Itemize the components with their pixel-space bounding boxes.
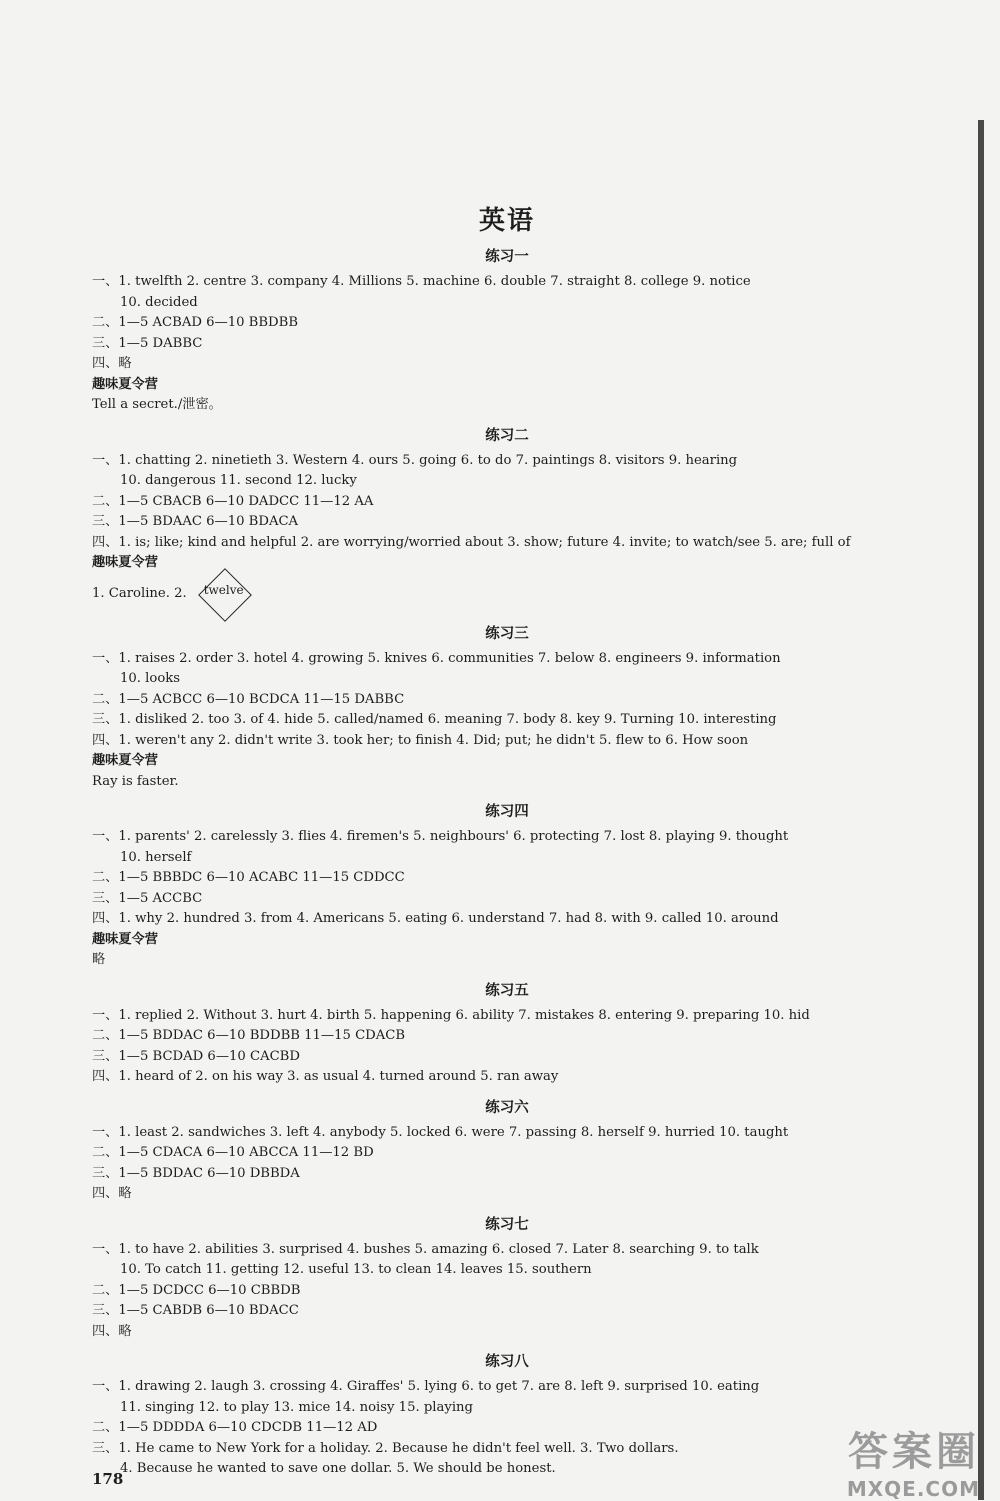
answer-line: 10. dangerous 11. second 12. lucky	[120, 473, 357, 488]
exercise-section	[92, 800, 922, 971]
fun-camp-answer: Tell a secret./泄密。	[92, 397, 222, 412]
answer-line: 三、1—5 BDDAC 6—10 DBBDA	[92, 1165, 300, 1181]
answer-line: 三、1. disliked 2. too 3. of 4. hide 5. called/named 6. meaning 7. body 8. key 9. Turning 10. interesting	[92, 712, 777, 727]
answer-line: 二、1—5 CBACB 6—10 DADCC 11—12 AA	[92, 493, 374, 509]
section-title: 练习二	[485, 426, 529, 444]
fun-camp-label: 趣味夏令营	[92, 753, 158, 768]
answer-line: 四、1. weren't any 2. didn't write 3. took her; to finish 4. Did; put; he didn't 5. flew to 6. How soon	[92, 732, 749, 748]
answer-line: 一、1. chatting 2. ninetieth 3. Western 4. ours 5. going 6. to do 7. paintings 8. visitors 9. hearing	[92, 452, 738, 468]
answer-line: 一、1. twelfth 2. centre 3. company 4. Millions 5. machine 6. double 7. straight 8. college 9. notice	[92, 274, 751, 289]
answer-line: 4. Because he wanted to save one dollar. 5. We should be honest.	[120, 1461, 556, 1476]
answer-line: 四、1. why 2. hundred 3. from 4. Americans 5. eating 6. understand 7. had 8. with 9. called 10. around	[92, 911, 779, 926]
exercise-section	[92, 979, 922, 1088]
answer-line: 10. herself	[120, 849, 192, 865]
answer-line: 10. looks	[120, 671, 181, 686]
fun-camp-label: 趣味夏令营	[92, 931, 158, 947]
answer-line: 一、1. parents' 2. carelessly 3. flies 4. firemen's 5. neighbours' 6. protecting 7. lost 8. playing 9. thought	[92, 829, 789, 844]
section-title: 练习六	[485, 1098, 529, 1116]
exercise-section	[92, 1213, 922, 1343]
answer-line: 三、1—5 BDAAC 6—10 BDACA	[92, 514, 299, 529]
answer-line: 三、1—5 DABBC	[92, 335, 203, 351]
exercise-section	[92, 1096, 922, 1205]
exercise-section	[92, 622, 922, 793]
diamond-word: twelve	[203, 582, 244, 597]
fun-camp-label: 趣味夏令营	[92, 555, 158, 570]
section-title: 练习一	[485, 248, 529, 265]
watermark-logo-text: 答案圈	[848, 1428, 980, 1475]
answer-line: 四、略	[92, 356, 132, 371]
answer-line: 二、1—5 BDDAC 6—10 BDDBB 11—15 CDACB	[92, 1028, 406, 1043]
answer-line: 一、1. to have 2. abilities 3. surprised 4. bushes 5. amazing 6. closed 7. Later 8. searching 9. to talk	[92, 1241, 759, 1257]
answer-line: 三、1—5 BCDAD 6—10 CACBD	[92, 1048, 300, 1064]
answer-line: 四、1. is; like; kind and helpful 2. are worrying/worried about 3. show; future 4. invite; to watch/see 5. are; full of	[92, 534, 851, 550]
answer-line: 二、1—5 ACBCC 6—10 BCDCA 11—15 DABBC	[92, 691, 405, 707]
section-title: 练习三	[485, 624, 529, 642]
exercise-section	[92, 1350, 922, 1480]
answer-line: 二、1—5 CDACA 6—10 ABCCA 11—12 BD	[92, 1145, 374, 1160]
answer-line: 一、1. drawing 2. laugh 3. crossing 4. Giraffes' 5. lying 6. to get 7. are 8. left 9. surprised 10. eating	[92, 1379, 760, 1394]
answer-line: 11. singing 12. to play 13. mice 14. noisy 15. playing	[120, 1399, 473, 1415]
section-title: 练习五	[485, 981, 529, 999]
answer-line: 三、1. He came to New York for a holiday. 2. Because he didn't feel well. 3. Two dollars.	[92, 1440, 679, 1456]
fun-camp-answer: 1. Caroline. 2.	[92, 586, 187, 601]
exercise-section	[92, 245, 922, 416]
page-number: 178	[92, 1470, 124, 1488]
answer-line: 三、1—5 ACCBC	[92, 890, 203, 906]
section-title: 练习四	[485, 803, 529, 820]
answer-line: 一、1. replied 2. Without 3. hurt 4. birth 5. happening 6. ability 7. mistakes 8. entering 9. preparing 10. hid	[92, 1007, 810, 1023]
exercise-section	[92, 424, 922, 614]
answer-line: 10. To catch 11. getting 12. useful 13. to clean 14. leaves 15. southern	[120, 1262, 592, 1277]
answer-line: 二、1—5 BBBDC 6—10 ACABC 11—15 CDDCC	[92, 870, 405, 885]
section-title: 练习八	[485, 1353, 529, 1370]
answer-line: 四、略	[92, 1323, 132, 1339]
site-watermark	[847, 1420, 980, 1501]
answer-line: 10. decided	[120, 294, 198, 310]
answer-line: 四、略	[92, 1186, 132, 1201]
fun-camp-answer: 略	[92, 952, 106, 967]
page-title: 英语	[478, 206, 535, 236]
answer-line: 一、1. raises 2. order 3. hotel 4. growing 5. knives 6. communities 7. below 8. engineers 9. information	[92, 650, 781, 666]
fun-camp-answer-row	[92, 574, 922, 614]
watermark-domain: MXQE.COM	[846, 1477, 980, 1501]
fun-camp-answer: Ray is faster.	[92, 773, 179, 789]
answer-line: 一、1. least 2. sandwiches 3. left 4. anybody 5. locked 6. were 7. passing 8. herself 9. hurried 10. taught	[92, 1124, 789, 1140]
fun-camp-label: 趣味夏令营	[92, 376, 158, 392]
answer-line: 三、1—5 CABDB 6—10 BDACC	[92, 1303, 299, 1318]
answer-line: 二、1—5 ACBAD 6—10 BBDBB	[92, 315, 299, 330]
section-title: 练习七	[485, 1215, 529, 1233]
diamond-figure	[197, 567, 251, 621]
answer-line: 四、1. heard of 2. on his way 3. as usual 4. turned around 5. ran away	[92, 1069, 559, 1084]
answer-line: 二、1—5 DDDDA 6—10 CDCDB 11—12 AD	[92, 1420, 378, 1435]
page-edge-shadow	[978, 120, 984, 1500]
answer-page	[92, 200, 922, 1488]
answer-line: 二、1—5 DCDCC 6—10 CBBDB	[92, 1282, 301, 1298]
